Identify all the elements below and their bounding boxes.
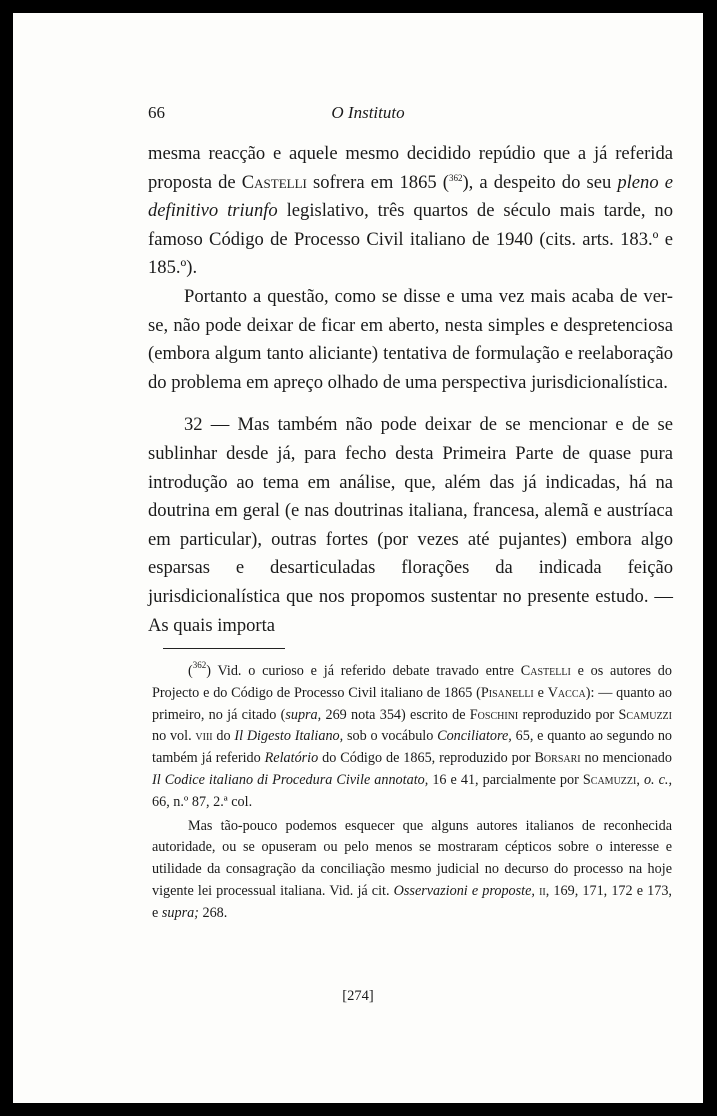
book-page bbox=[13, 13, 703, 1103]
author-name: Scamuzzi, bbox=[582, 771, 640, 788]
author-name: Pisanelli bbox=[480, 684, 534, 701]
work-title: Il Digesto Italiano, bbox=[234, 728, 344, 745]
main-text bbox=[148, 140, 673, 640]
work-title: Conciliatore, bbox=[437, 728, 512, 745]
paragraph-2: Portanto a questão, como se disse e uma vez mais acaba de ver-se, não pode deixar de ficar em aberto, nesta simples e despretenciosa (embora algum tanto aliciante) tentativa de formulação e reelaboração do problema em apreço olhado de uma perspectiva jurisdicionalística. bbox=[148, 285, 673, 393]
author-name: Castelli bbox=[241, 171, 307, 193]
folio-number: [274] bbox=[342, 988, 374, 1004]
volume-number: ii bbox=[539, 882, 546, 899]
text-run: mesma reacção e aquele mesmo decidido repúdio que a já referida proposta de bbox=[148, 143, 673, 193]
text-run: do Código de 1865, reproduzido por bbox=[318, 750, 535, 767]
text-run: 66, n.º 87, 2.ª col. bbox=[152, 793, 253, 810]
text-run: 16 e 41, parcialmente por bbox=[428, 771, 583, 788]
text-run: ), a despeito do seu bbox=[462, 171, 618, 193]
running-title: O Instituto bbox=[331, 103, 405, 122]
text-run: do bbox=[212, 728, 235, 745]
running-header bbox=[148, 103, 588, 125]
work-title: Il Codice italiano di Procedura Civile annotato, bbox=[152, 771, 429, 788]
text-run: ( bbox=[188, 663, 193, 679]
text-run: no vol. bbox=[152, 728, 196, 745]
text-run: 65, e quanto ao segundo no também já referido bbox=[152, 728, 673, 767]
footnote-362-continued bbox=[152, 816, 672, 925]
text-run: e os autores do Projecto e do Código de Processo Civil italiano de 1865 ( bbox=[152, 663, 672, 701]
author-name: Borsari bbox=[534, 750, 581, 767]
text-run: no mencionado bbox=[580, 750, 672, 767]
text-run: reproduzido por bbox=[518, 706, 619, 723]
text-run: Mas tão-pouco podemos esquecer que alguns autores italianos de reconhecida autoridade, ou se opuseram ou pelo menos se mostraram cépticos sobre o interesse e utilidade da consagração da conciliação mesmo judicial no decurso do processo na hoje vigente lei processual italiana. Vid. já cit. bbox=[152, 817, 672, 899]
footnote-reference[interactable]: 362 bbox=[448, 172, 463, 183]
work-title: Osservazioni e proposte, bbox=[393, 882, 535, 899]
text-run: sob o vocábulo bbox=[343, 728, 438, 745]
paragraph-3-section-32: 32 — Mas também não pode deixar de se mencionar e de se sublinhar desde já, para fecho desta Primeira Parte de quase pura introdução ao tema em análise, que, além das já indicadas, há na doutrina em geral (e nas doutrinas italiana, francesa, alemã e austríaca em particular), outras fortes (por vezes até pujantes) embora algo esparsas e desarticuladas florações da indicada feição jurisdicionalística que nos propomos sustentar no presente estudo. — As quais importa bbox=[148, 414, 673, 636]
text-run: , 169, 171, 172 e 173, e bbox=[152, 882, 672, 921]
emphasis: o. c., bbox=[643, 771, 673, 788]
text-run: ): — quanto ao primeiro, no já citado ( bbox=[152, 684, 672, 723]
text-run: ) Vid. o curioso e já referido debate travado entre bbox=[206, 663, 521, 679]
footnote-362 bbox=[152, 661, 672, 814]
author-name: Scamuzzi bbox=[618, 706, 672, 723]
footnote-separator bbox=[163, 648, 285, 649]
text-run: 269 nota 354) escrito de bbox=[321, 706, 470, 723]
paragraph-1 bbox=[148, 140, 673, 283]
footnotes bbox=[152, 661, 672, 925]
author-name: Foschini bbox=[469, 706, 519, 723]
author-name: Vacca bbox=[547, 684, 586, 701]
author-name: Castelli bbox=[520, 663, 571, 679]
emphasis: pleno e definitivo triunfo bbox=[148, 171, 673, 222]
text-run: 268. bbox=[198, 904, 228, 921]
work-title: Relatório bbox=[264, 750, 319, 767]
text-run: e bbox=[533, 684, 548, 701]
text-run: sofrera em 1865 ( bbox=[306, 171, 449, 193]
volume-number: viii bbox=[195, 728, 213, 745]
emphasis: supra, bbox=[285, 706, 322, 723]
footnote-marker: 362 bbox=[192, 660, 207, 670]
text-run: legislativo, três quartos de século mais tarde, no famoso Código de Processo Civil italiano de 1940 (cits. arts. 183.º e 185.º). bbox=[148, 200, 674, 279]
page-number: 66 bbox=[148, 103, 165, 122]
emphasis: supra; bbox=[161, 904, 199, 921]
